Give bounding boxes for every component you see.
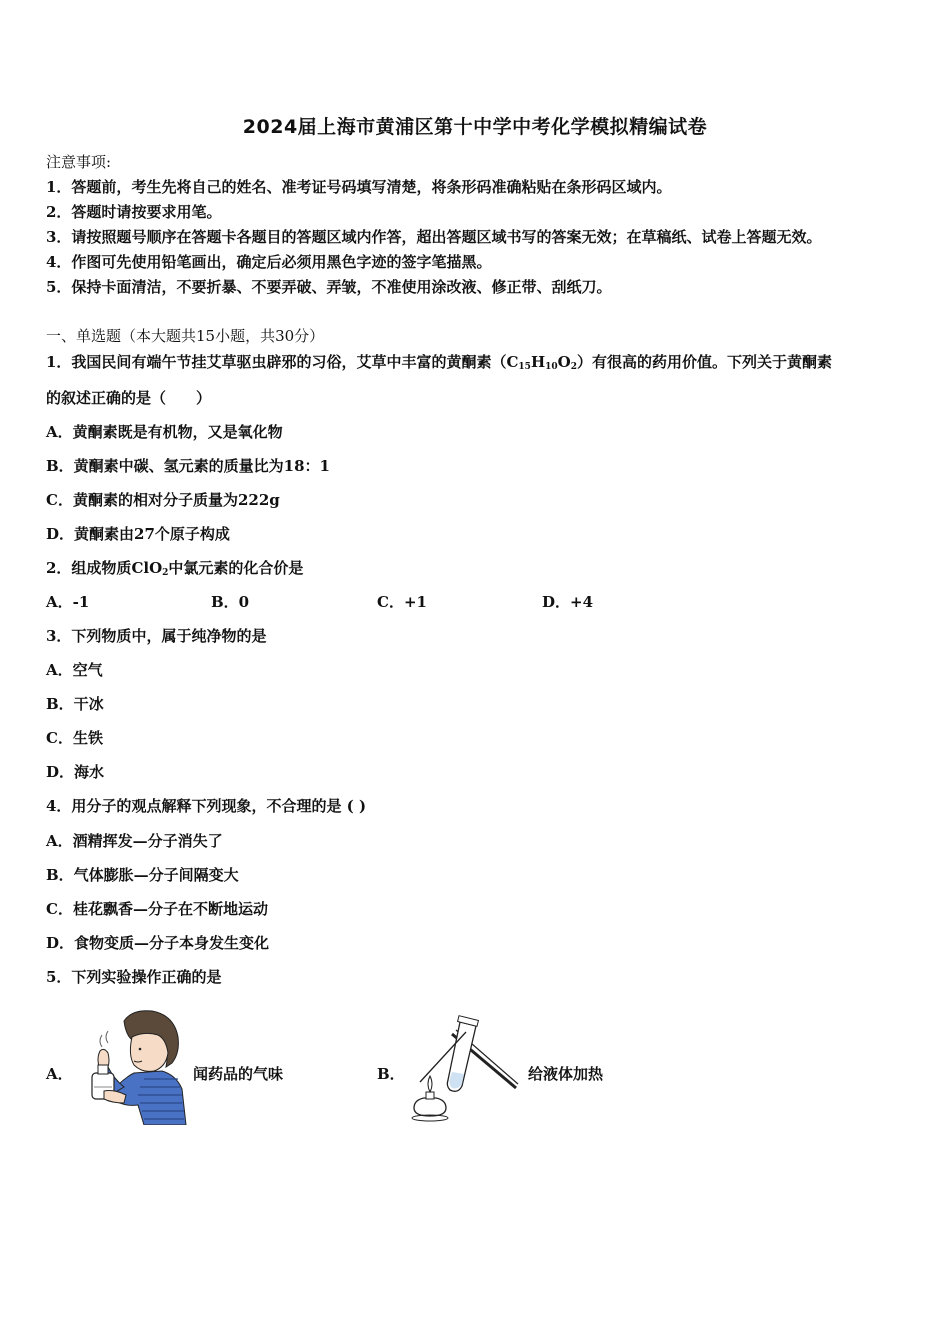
q5-stem: 5．下列实验操作正确的是 (46, 968, 222, 986)
q5-option-b-letter: B． (377, 1065, 405, 1083)
q1-stem (46, 352, 832, 372)
section-heading: 一、单选题（本大题共15小题，共30分） (46, 327, 325, 345)
q3-option-b: B．干冰 (46, 695, 104, 713)
notice-item-2: 2．答题时请按要求用笔。 (46, 203, 222, 221)
q3-option-c: C．生铁 (46, 729, 103, 747)
q4-option-a: A．酒精挥发—分子消失了 (46, 832, 223, 850)
q5-option-b-caption: 给液体加热 (528, 1065, 604, 1083)
q5-option-a-caption: 闻药品的气味 (193, 1065, 284, 1083)
q4-stem: 4．用分子的观点解释下列现象，不合理的是 ( ) (46, 797, 367, 815)
q2-stem: 2．组成物质ClO$_2$中氯元素的化合价是 (46, 559, 304, 578)
heating-test-tube-icon (400, 1012, 524, 1122)
q1-formula: $C_{15}H_{10}O_2$ (506, 353, 577, 372)
q1-option-c: C．黄酮素的相对分子质量为222g (46, 491, 280, 509)
q4-option-b: B．气体膨胀—分子间隔变大 (46, 866, 239, 884)
notice-item-3: 3．请按照题号顺序在答题卡各题目的答题区域内作答，超出答题区域书写的答案无效；在草稿纸、试卷上答题无效。 (46, 228, 822, 246)
q1-option-b: B．黄酮素中碳、氢元素的质量比为18：1 (46, 457, 330, 475)
page-title: 2024届上海市黄浦区第十中学中考化学模拟精编试卷 (242, 116, 708, 138)
q1-option-a: A．黄酮素既是有机物，又是氧化物 (46, 423, 283, 441)
smelling-chemical-icon (74, 1007, 189, 1125)
q2-formula: ClO$_2$ (131, 559, 169, 578)
q2-option-a: A．-1 (46, 593, 90, 611)
notice-item-4: 4．作图可先使用铅笔画出，确定后必须用黑色字迹的签字笔描黑。 (46, 253, 492, 271)
q2-option-b: B．0 (211, 593, 250, 611)
q4-option-c: C．桂花飘香—分子在不断地运动 (46, 900, 268, 918)
q1-stem-part1: 1．我国民间有端午节挂艾草驱虫辟邪的习俗，艾草中丰富的黄酮素（ (46, 353, 507, 371)
q3-stem: 3．下列物质中，属于纯净物的是 (46, 627, 267, 645)
notice-heading: 注意事项: (46, 153, 112, 171)
q1-stem-line2: 的叙述正确的是（ ） (46, 389, 212, 407)
q2-option-c: C．+1 (377, 593, 427, 611)
q2-option-d: D．+4 (542, 593, 594, 611)
q1-option-d: D．黄酮素由27个原子构成 (46, 525, 230, 543)
q1-stem-part2: ）有很高的药用价值。下列关于黄酮素 (577, 353, 833, 371)
notice-item-5: 5．保持卡面清洁，不要折暴、不要弄破、弄皱，不准使用涂改液、修正带、刮纸刀。 (46, 278, 612, 296)
q3-option-d: D．海水 (46, 763, 105, 781)
notice-item-1: 1．答题前，考生先将自己的姓名、准考证号码填写清楚，将条形码准确粘贴在条形码区域内。 (46, 178, 672, 196)
q3-option-a: A．空气 (46, 661, 103, 679)
q4-option-d: D．食物变质—分子本身发生变化 (46, 934, 270, 952)
q5-option-a-letter: A． (46, 1065, 73, 1083)
